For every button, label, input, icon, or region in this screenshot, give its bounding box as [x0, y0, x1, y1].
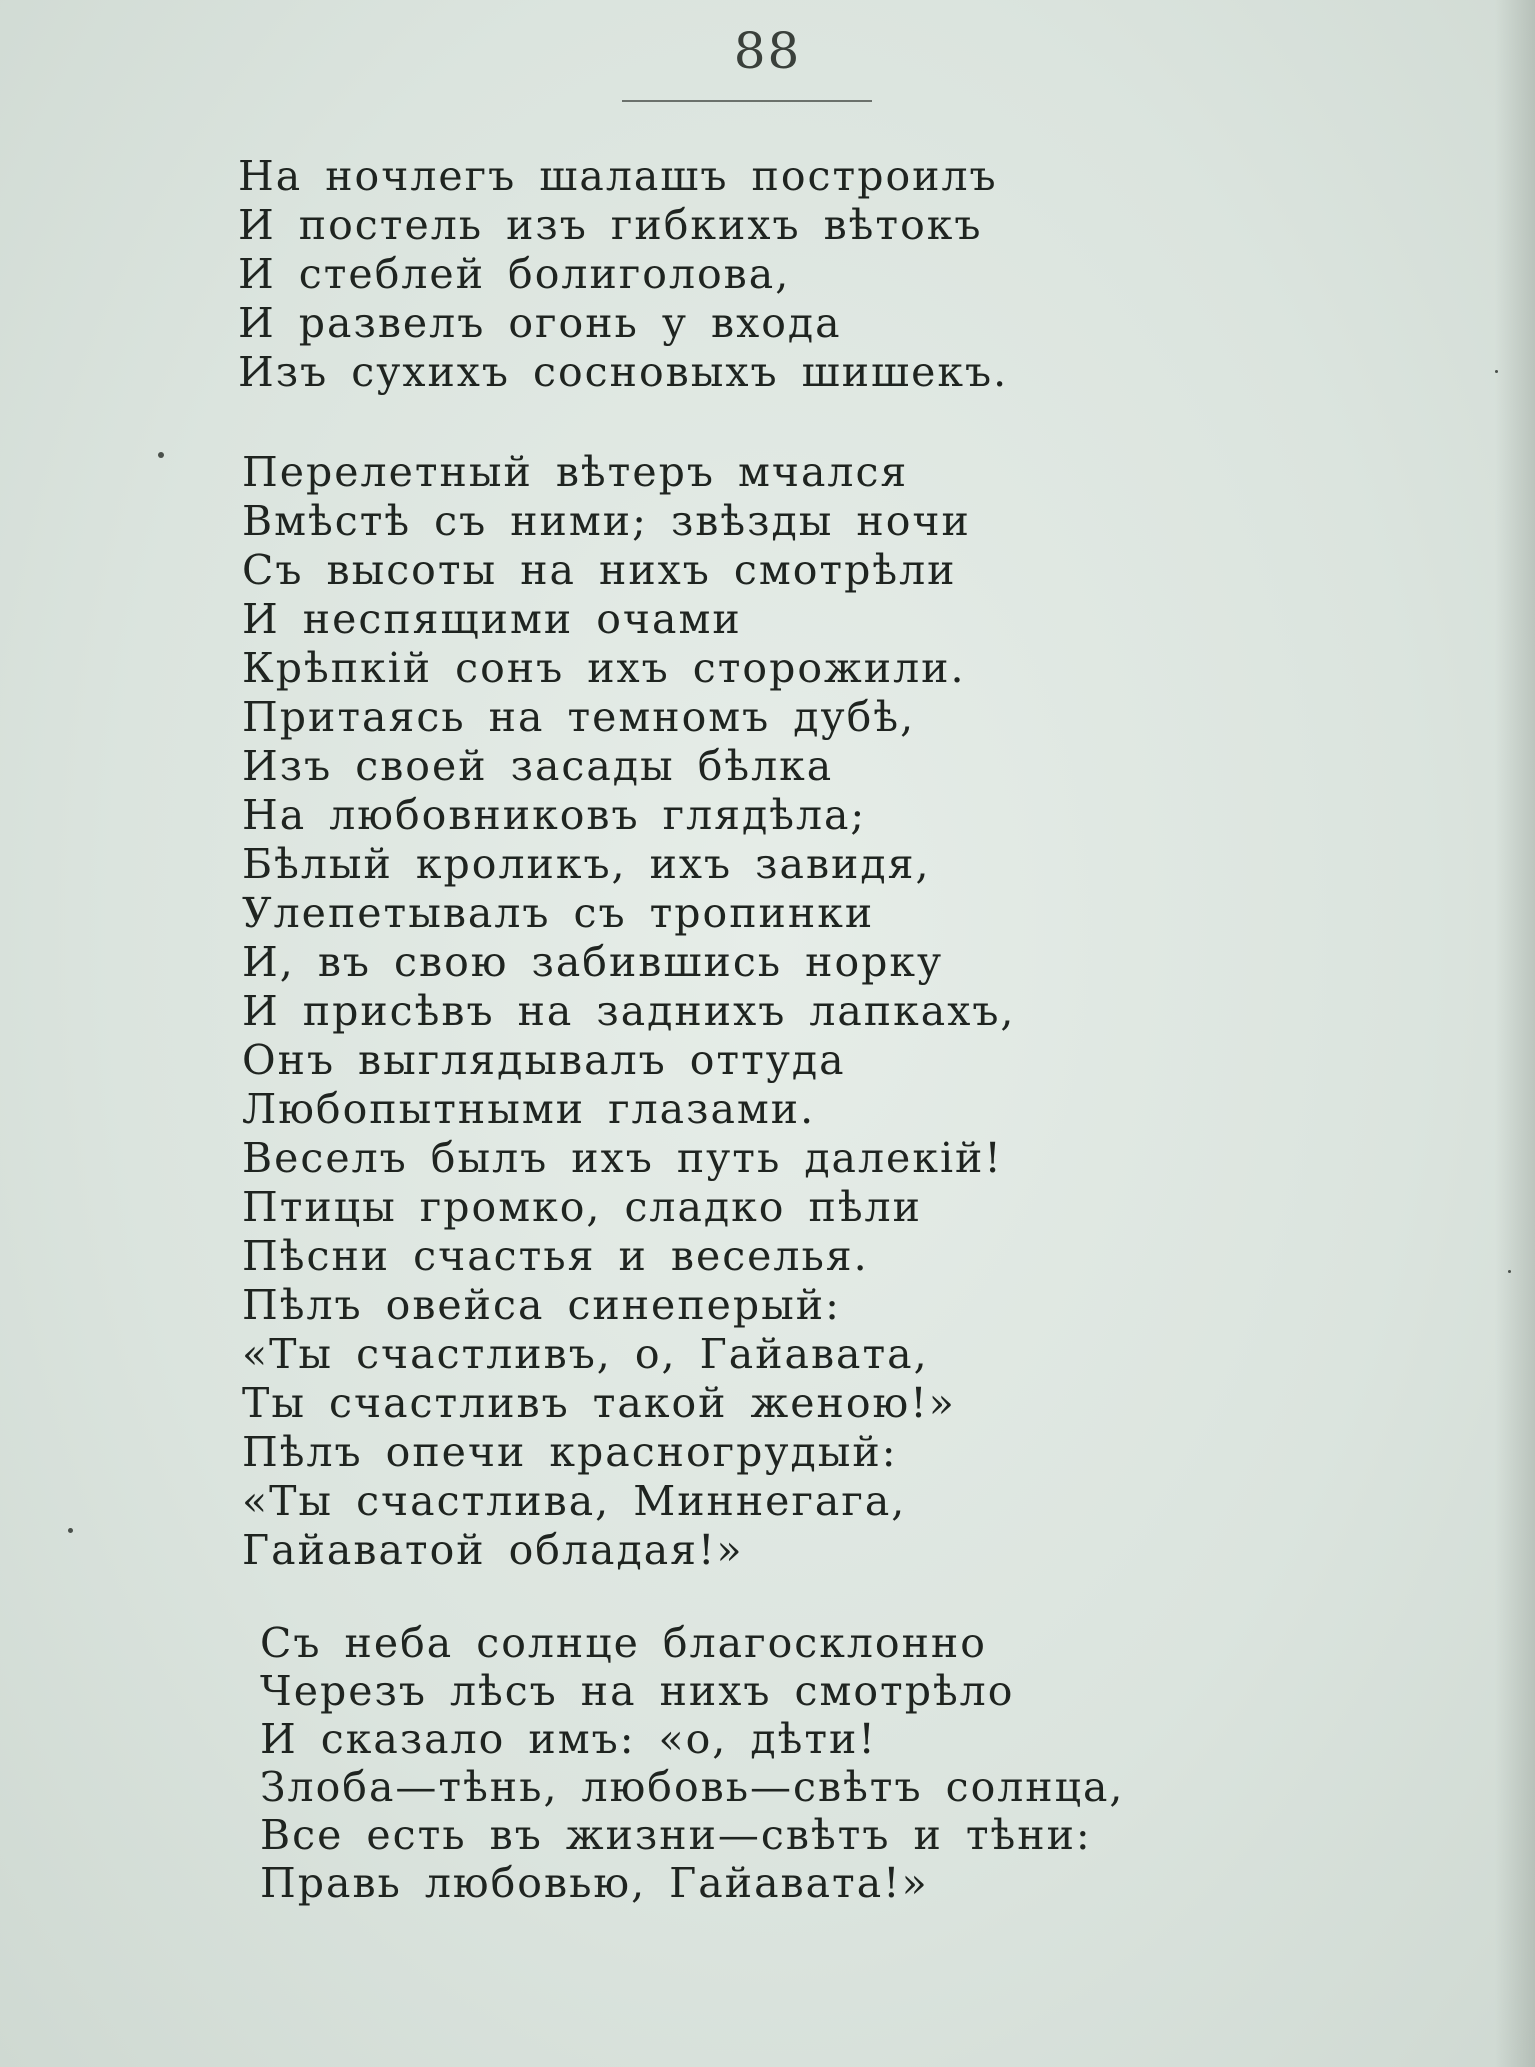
- verse-line: Черезъ лѣсъ на нихъ смотрѣло: [260, 1667, 1015, 1715]
- verse-line: Гайаватой обладая!»: [242, 1526, 744, 1574]
- page-number: 88: [733, 22, 802, 80]
- verse-line: Веселъ былъ ихъ путь далекій!: [242, 1134, 1003, 1182]
- page-edge-shadow: [1495, 0, 1535, 2067]
- verse-line: Съ неба солнце благосклонно: [260, 1619, 987, 1667]
- paper-speck: [1495, 370, 1498, 373]
- verse-line: На любовниковъ глядѣла;: [242, 791, 867, 839]
- paper-speck: [1508, 1270, 1511, 1273]
- stanza-2: [242, 448, 1015, 1575]
- verse-line: Бѣлый кроликъ, ихъ завидя,: [242, 840, 931, 888]
- verse-line: И постель изъ гибкихъ вѣтокъ: [238, 201, 983, 249]
- verse-line: Улепетывалъ съ тропинки: [242, 889, 875, 937]
- verse-line: Перелетный вѣтеръ мчался: [242, 448, 909, 496]
- verse-line: И неспящими очами: [242, 595, 742, 643]
- verse-line: И развелъ огонь у входа: [238, 299, 842, 347]
- verse-line: Пѣлъ овейса синеперый:: [242, 1281, 841, 1329]
- verse-line: Пѣсни счастья и веселья.: [242, 1232, 869, 1280]
- verse-line: Крѣпкій сонъ ихъ сторожили.: [242, 644, 966, 692]
- verse-line: Птицы громко, сладко пѣли: [242, 1183, 922, 1231]
- verse-line: Притаясь на темномъ дубѣ,: [242, 693, 916, 741]
- verse-line: Злоба—тѣнь, любовь—свѣтъ солнца,: [260, 1763, 1125, 1811]
- paper-speck: [158, 452, 164, 458]
- verse-line: Онъ выглядывалъ оттуда: [242, 1036, 846, 1084]
- verse-line: Ты счастливъ такой женою!»: [242, 1379, 956, 1427]
- verse-line: «Ты счастливъ, о, Гайавата,: [242, 1330, 929, 1378]
- stanza-3: [260, 1619, 1124, 1907]
- verse-line: Съ высоты на нихъ смотрѣли: [242, 546, 957, 594]
- verse-line: И стеблей болиголова,: [238, 250, 791, 298]
- verse-line: Пѣлъ опечи красногрудый:: [242, 1428, 898, 1476]
- verse-line: И присѣвъ на заднихъ лапкахъ,: [242, 987, 1016, 1035]
- verse-line: И, въ свою забившись норку: [242, 938, 944, 986]
- verse-line: Любопытными глазами.: [242, 1085, 816, 1133]
- verse-line: Вмѣстѣ съ ними; звѣзды ночи: [242, 497, 971, 545]
- verse-line: Все есть въ жизни—свѣтъ и тѣни:: [260, 1811, 1092, 1859]
- verse-line: На ночлегъ шалашъ построилъ: [238, 152, 998, 200]
- verse-line: Изъ сухихъ сосновыхъ шишекъ.: [238, 348, 1009, 396]
- verse-line: И сказало имъ: «о, дѣти!: [260, 1715, 877, 1763]
- paper-speck: [68, 1528, 73, 1533]
- verse-line: «Ты счастлива, Миннегага,: [242, 1477, 907, 1525]
- stanza-1: [238, 152, 1008, 397]
- verse-line: Изъ своей засады бѣлка: [242, 742, 834, 790]
- header-rule: [622, 100, 872, 102]
- verse-line: Правь любовью, Гайавата!»: [260, 1859, 929, 1907]
